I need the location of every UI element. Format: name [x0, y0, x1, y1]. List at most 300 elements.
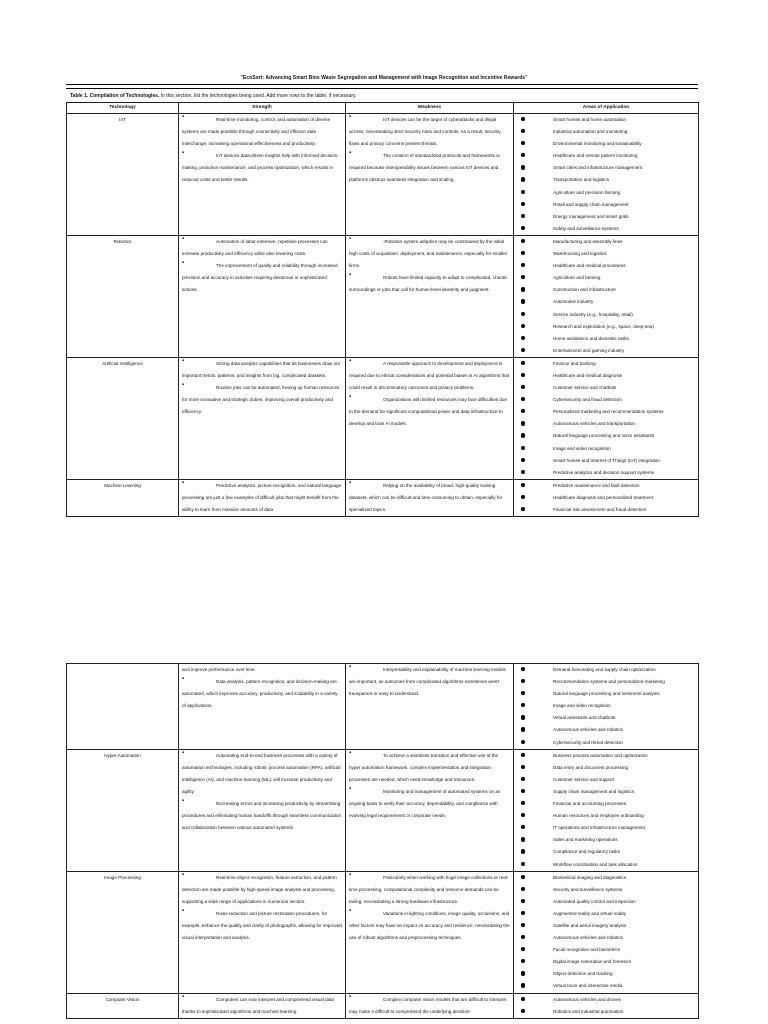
area-text: Service industry (e.g., hospitality, retail)	[553, 311, 633, 317]
bullet-mark: ▪	[182, 907, 185, 914]
weakness-paragraph	[349, 150, 510, 186]
weakness-text: Variations in lighting conditions, image quality, occlusions, and other factors may have an impact on accuracy and resilience, necessitating the use of robust algorithms and preprocessing techniques.	[349, 910, 510, 941]
weakness-text: Interpretability and explainability of machine learning models are important, as outcomes from complicated algorithms sometimes aren't transparent or easy to understand.	[349, 667, 506, 697]
bullet-dot	[521, 837, 525, 841]
table-caption-text: In this section, list the technologies being used. Add more rows to the table, if necessary.	[159, 93, 357, 99]
area-item	[517, 358, 695, 370]
weakness-cell	[346, 479, 514, 516]
area-text: Finance and banking	[553, 360, 596, 366]
bullet-dot	[521, 715, 525, 719]
technology-name: IoT	[67, 114, 179, 236]
bullet-dot	[521, 947, 525, 951]
bullet-dot	[521, 299, 525, 303]
strength-paragraph	[182, 750, 342, 798]
strength-cell	[179, 114, 346, 236]
bullet-mark: ▪	[349, 479, 352, 486]
area-item	[517, 712, 695, 724]
bullet-mark: ▪	[349, 357, 352, 364]
area-item	[517, 284, 695, 296]
bullet-mark: ▪	[182, 260, 185, 267]
weakness-paragraph	[349, 750, 510, 786]
table-row	[67, 114, 699, 236]
area-text: Smart cities and infrastructure management	[553, 165, 643, 171]
area-text: Cybersecurity and fraud detection	[553, 397, 622, 403]
area-text: Financial risk assessment and fraud detection	[553, 507, 647, 512]
area-item	[517, 1006, 695, 1018]
title-rule-top	[66, 84, 698, 85]
area-text: Agriculture and precision farming	[553, 189, 621, 195]
area-text: Predictive maintenance and fault detection	[553, 482, 640, 488]
bullet-dot	[521, 129, 525, 133]
area-text: Robotics and industrial automation	[553, 1008, 624, 1014]
area-text: Autonomous vehicles and transportation	[553, 421, 635, 427]
area-item	[517, 956, 695, 968]
strength-paragraph	[182, 150, 342, 186]
weakness-text: -Robotics system adoption may be constrained by the initial high costs of acquisition, deployment, and maintenance, especially for smaller firms.	[349, 238, 508, 269]
bullet-dot	[521, 789, 525, 793]
area-text: Biomedical imaging and diagnostics	[553, 874, 627, 880]
area-item	[517, 750, 695, 762]
areas-list	[517, 750, 695, 871]
bullet-mark: ▪	[182, 150, 185, 157]
header-areas-of-application: Areas of Application	[514, 103, 699, 114]
area-item	[517, 968, 695, 980]
technology-name: Image Processing	[67, 871, 179, 993]
area-item	[517, 688, 695, 700]
header-weakness: Weakness	[346, 103, 514, 114]
technology-name: Hyper Automation	[67, 749, 179, 871]
strength-paragraph	[182, 994, 342, 1018]
area-text: Augmented reality and virtual reality	[553, 910, 627, 916]
bullet-mark: ▪	[349, 150, 352, 157]
header-technology: Technology	[67, 103, 179, 114]
area-text: Human resources and employee onboarding	[553, 813, 644, 819]
strength-cell	[179, 664, 346, 750]
area-text: Energy management and smart grids	[553, 213, 629, 219]
area-item	[517, 908, 695, 920]
areas-cell	[514, 114, 699, 236]
area-text: Financial and accounting processes	[553, 801, 627, 807]
weakness-paragraph	[349, 664, 510, 700]
area-text: Environmental monitoring and sustainability	[553, 141, 642, 147]
table-caption-label: Table 1. Compilation of Technologies.	[70, 93, 160, 99]
strength-text: and improve performance over time.	[182, 667, 256, 672]
technology-name: Computer Vision	[67, 993, 179, 1018]
area-item	[517, 223, 695, 235]
weakness-paragraph	[349, 394, 510, 430]
area-item	[517, 138, 695, 150]
bullet-dot	[521, 495, 525, 499]
bullet-dot	[521, 849, 525, 853]
area-text: Home assistance and domestic tasks	[553, 335, 629, 341]
bullet-dot	[521, 141, 525, 145]
area-text: Object detection and tracking	[553, 971, 613, 977]
strength-text: Real-time object recognition, feature extraction, and pattern detection are made possible by high-speed image analysis and processing, supporting a wide range of applications in numerous sectors.	[182, 874, 337, 904]
technology-name: Artificial Intelligence	[67, 357, 179, 479]
area-item	[517, 822, 695, 834]
bullet-dot	[521, 190, 525, 194]
area-text: Security and surveillance systems	[553, 886, 623, 892]
area-item	[517, 700, 695, 712]
bullet-mark: ▪	[182, 114, 185, 120]
area-item	[517, 737, 695, 749]
bullet-dot	[521, 239, 525, 243]
bullet-dot	[521, 825, 525, 829]
strength-text: The improvement of quality and reliability through increased precision and accuracy in activities requiring dexterous or sophisticated actions.	[182, 263, 338, 293]
area-text: Industrial automation and monitoring	[553, 129, 628, 135]
area-item	[517, 162, 695, 174]
bullet-mark: ▪	[349, 749, 352, 756]
table-header-row	[67, 103, 699, 114]
bullet-dot	[521, 703, 525, 707]
area-text: Data entry and document processing	[553, 764, 629, 770]
strength-paragraph	[182, 872, 342, 908]
weakness-text: Relying on the availability of broad, high-quality training datasets, which can be difficult and time-consuming to obtain, especially for specialized topics.	[349, 482, 503, 512]
table-row	[67, 993, 699, 1018]
area-text: Healthcare and remote patient monitoring	[553, 153, 638, 159]
strength-paragraph	[182, 664, 342, 676]
bullet-dot	[521, 691, 525, 695]
area-text: Recommendation systems and personalized marketing	[553, 679, 665, 685]
area-item	[517, 150, 695, 162]
area-text: Workflow coordination and task allocation	[553, 861, 638, 867]
strength-text: Real-time monitoring, control, and automation of diverse systems are made possible through connectivity and efficient data interchange, increasing operational effectiveness and productivity.	[182, 117, 331, 147]
strength-text: Computers can now interpret and comprehend visual data thanks to sophisticated algorithms and machine learning	[182, 996, 334, 1014]
bullet-dot	[521, 202, 525, 206]
area-text: Warehousing and logistics	[553, 251, 607, 257]
area-item	[517, 455, 695, 467]
weakness-cell	[346, 871, 514, 993]
area-text: Research and exploration (e.g., space, deep-sea)	[553, 323, 654, 329]
strength-paragraph	[182, 358, 342, 382]
area-text: Agriculture and farming	[553, 275, 601, 281]
area-item	[517, 994, 695, 1006]
area-item	[517, 199, 695, 211]
strength-cell	[179, 479, 346, 516]
area-text: Automated quality control and inspection	[553, 898, 636, 904]
area-item	[517, 260, 695, 272]
strength-cell	[179, 749, 346, 871]
technology-table-page-2	[66, 663, 699, 1019]
strength-cell	[179, 235, 346, 357]
area-text: Autonomous vehicles and drones	[553, 996, 621, 1002]
bullet-dot	[521, 899, 525, 903]
bullet-dot	[521, 153, 525, 157]
area-text: Predictive analytics and decision support systems	[553, 469, 655, 475]
weakness-cell	[346, 749, 514, 871]
bullet-dot	[521, 483, 525, 487]
weakness-cell	[346, 114, 514, 236]
bullet-mark: ▪	[349, 272, 352, 279]
document-page-2	[0, 560, 768, 1024]
weakness-paragraph	[349, 272, 510, 296]
bullet-mark: ▪	[182, 798, 185, 805]
bullet-dot	[521, 324, 525, 328]
bullet-dot	[521, 971, 525, 975]
area-text: Facial recognition and biometrics	[553, 947, 621, 953]
weakness-paragraph	[349, 358, 510, 394]
area-item	[517, 114, 695, 126]
bullet-mark: ▪	[182, 382, 185, 389]
area-text: Business process automation and optimization	[553, 752, 648, 758]
area-text: Natural language processing and sentiment analysis	[553, 691, 660, 697]
bullet-dot	[521, 409, 525, 413]
area-text: Healthcare and medical procedures	[553, 263, 626, 269]
strength-text: IoT devices data-driven insights help with informed decision-making, proactive maintenance, and process optimization, which results in reduced costs and better results.	[182, 153, 339, 183]
areas-cell	[514, 664, 699, 750]
area-item	[517, 859, 695, 871]
area-item	[517, 762, 695, 774]
area-item	[517, 920, 695, 932]
bullet-dot	[521, 679, 525, 683]
area-text: Cybersecurity and threat detection	[553, 739, 623, 745]
bullet-mark: ▪	[349, 664, 352, 670]
table-caption	[70, 93, 357, 99]
weakness-text: A responsible approach to development and deployment is required due to ethical considerations and potential biases in AI algorithms that could result in discriminatory outcomes and privacy problems.	[349, 360, 510, 391]
table-row	[67, 357, 699, 479]
area-item	[517, 834, 695, 846]
area-item	[517, 492, 695, 504]
bullet-dot	[521, 421, 525, 425]
bullet-mark: ▪	[182, 479, 185, 486]
weakness-paragraph	[349, 114, 510, 150]
weakness-cell	[346, 357, 514, 479]
bullet-dot	[521, 446, 525, 450]
document-title: "EcoSort: Advancing Smart Bins Waste Segregation and Management with Image Recognition and Incentive Rewards"	[240, 75, 528, 81]
bullet-mark: ▪	[182, 235, 185, 242]
strength-text: Routine jobs can be automated, freeing up human resources for more innovative and strategic duties, improving overall productivity and efficiency.	[182, 385, 340, 415]
bullet-dot	[521, 801, 525, 805]
area-item	[517, 187, 695, 199]
bullet-mark: ▪	[349, 235, 352, 242]
bullet-dot	[521, 777, 525, 781]
area-item	[517, 932, 695, 944]
area-text: Healthcare diagnosis and personalized treatment	[553, 494, 653, 500]
bullet-dot	[521, 935, 525, 939]
bullet-dot	[521, 275, 525, 279]
area-item	[517, 480, 695, 492]
area-text: Natural language processing and voice assistants	[553, 433, 655, 439]
strength-paragraph	[182, 798, 342, 834]
weakness-text: Particularly when working with huge image collections or real-time processing, computational complexity and resource demands can be taxing, necessitating a strong hardware infrastructure.	[349, 874, 509, 904]
area-text: Safety and surveillance systems	[553, 225, 619, 231]
technology-table-page-1	[66, 102, 699, 517]
area-item	[517, 676, 695, 688]
area-item	[517, 896, 695, 908]
bullet-mark: ▪	[182, 749, 185, 756]
area-text: Digital image restoration and forensics	[553, 959, 632, 965]
table-row	[67, 235, 699, 357]
area-item	[517, 345, 695, 357]
area-text: Automotive industry	[553, 299, 594, 305]
areas-cell	[514, 749, 699, 871]
bullet-dot	[521, 740, 525, 744]
bullet-dot	[521, 727, 525, 731]
bullet-dot	[521, 287, 525, 291]
area-item	[517, 272, 695, 284]
areas-cell	[514, 479, 699, 516]
bullet-dot	[521, 397, 525, 401]
strength-text: Predictive analytics, picture recognition, and natural language processing are just a few examples of difficult jobs that might benefit from the ability to learn from massive amounts of data	[182, 482, 342, 512]
area-item	[517, 406, 695, 418]
weakness-paragraph	[349, 908, 510, 944]
area-text: Manufacturing and assembly lines	[553, 238, 623, 244]
areas-cell	[514, 993, 699, 1018]
weakness-paragraph	[349, 994, 510, 1018]
area-text: Healthcare and medical diagnosis	[553, 372, 622, 378]
table-row	[67, 479, 699, 516]
strength-text: Strong data analysis capabilities that let businesses draw out important trends, patterns, and insights from big, complicated datasets.	[182, 360, 340, 378]
strength-paragraph	[182, 676, 342, 712]
bullet-mark: ▪	[349, 394, 352, 401]
area-item	[517, 321, 695, 333]
bullet-mark: ▪	[182, 357, 185, 364]
bullet-dot	[521, 959, 525, 963]
weakness-paragraph	[349, 236, 510, 272]
area-text: Sales and marketing operations	[553, 837, 618, 843]
area-text: Virtual assistants and chatbots	[553, 715, 616, 721]
weakness-text: Monitoring and management of automated systems on an ongoing basis to verify their accuracy, dependability, and compliance with evolving legal requirements or corporate needs.	[349, 788, 501, 819]
area-item	[517, 810, 695, 822]
bullet-dot	[521, 361, 525, 365]
title-rule-bottom	[66, 88, 698, 89]
area-item	[517, 382, 695, 394]
area-text: Compliance and regulatory tasks	[553, 849, 620, 855]
area-item	[517, 786, 695, 798]
bullet-dot	[521, 470, 525, 474]
weakness-paragraph	[349, 480, 510, 516]
bullet-dot	[521, 263, 525, 267]
bullet-dot	[521, 813, 525, 817]
area-item	[517, 174, 695, 186]
area-text: Autonomous vehicles and robotics	[553, 935, 623, 941]
area-item	[517, 467, 695, 479]
strength-paragraph	[182, 236, 342, 260]
technology-name: Robotics	[67, 235, 179, 357]
areas-cell	[514, 357, 699, 479]
weakness-paragraph	[349, 786, 510, 822]
bullet-dot	[521, 887, 525, 891]
strength-text: Data analysis, pattern recognition, and decision-making are automated, which improves accuracy, productivity, and scalability in a variety of applications.	[182, 679, 338, 709]
strength-text: Decreasing errors and increasing productivity by streamlining procedures and eliminating human handoffs through seamless communication and collaboration between various automated systems.	[182, 801, 342, 831]
areas-list	[517, 236, 695, 357]
area-text: Demand forecasting and supply chain optimization	[553, 667, 656, 672]
area-item	[517, 126, 695, 138]
weakness-cell	[346, 993, 514, 1018]
areas-list	[517, 114, 695, 235]
areas-list	[517, 358, 695, 479]
weakness-text: Organizations with limited resources may face difficulties due to the demand for significant computational power and data infrastructure to develop and train AI models.	[349, 397, 508, 427]
area-item	[517, 394, 695, 406]
area-item	[517, 248, 695, 260]
area-text: Virtual tours and interactive media	[553, 983, 623, 989]
area-item	[517, 309, 695, 321]
area-item	[517, 236, 695, 248]
bullet-dot	[521, 226, 525, 230]
areas-list	[517, 994, 695, 1018]
areas-list	[517, 480, 695, 516]
strength-cell	[179, 871, 346, 993]
area-text: Autonomous vehicles and robotics	[553, 727, 623, 733]
bullet-mark: ▪	[349, 114, 352, 120]
area-text: Construction and infrastructure	[553, 287, 616, 293]
weakness-cell	[346, 664, 514, 750]
area-text: Personalized marketing and recommendation systems	[553, 409, 664, 415]
weakness-text: Complex computer vision models that are difficult to interpret may make it difficult to comprehend the underlying decision-	[349, 996, 507, 1014]
bullet-mark: ▪	[182, 993, 185, 1000]
area-text: Smart homes and home automation	[553, 117, 627, 122]
area-item	[517, 846, 695, 858]
technology-name	[67, 664, 179, 750]
bullet-dot	[521, 1009, 525, 1013]
technology-name: Machine Learning	[67, 479, 179, 516]
bullet-dot	[521, 983, 525, 987]
bullet-mark: ▪	[349, 907, 352, 914]
strength-cell	[179, 993, 346, 1018]
area-item	[517, 296, 695, 308]
strength-paragraph	[182, 908, 342, 944]
bullet-dot	[521, 336, 525, 340]
weakness-cell	[346, 235, 514, 357]
area-item	[517, 884, 695, 896]
area-text: Customer service and support	[553, 776, 615, 782]
bullet-dot	[521, 433, 525, 437]
bullet-dot	[521, 458, 525, 462]
table-row	[67, 871, 699, 993]
strength-paragraph	[182, 260, 342, 296]
bullet-mark: ▪	[349, 871, 352, 878]
area-item	[517, 724, 695, 736]
weakness-text: Robots have limited capacity to adapt to complicated, chaotic surroundings or jobs that call for human-level dexterity and judgment.	[349, 275, 508, 293]
area-text: Customer service and chatbots	[553, 385, 617, 391]
areas-cell	[514, 871, 699, 993]
area-text: Satellite and aerial imagery analysis	[553, 922, 627, 928]
area-item	[517, 664, 695, 676]
area-text: Entertainment and gaming industry	[553, 347, 625, 353]
bullet-mark: ▪	[182, 871, 185, 878]
area-text: Smart homes and Internet of Things (IoT) integration	[553, 457, 660, 463]
strength-text: Automation of labor-intensive, repetitive processes can increase productivity and efficiency while also lowering costs.	[182, 238, 328, 257]
area-item	[517, 872, 695, 884]
table-row	[67, 664, 699, 750]
area-item	[517, 443, 695, 455]
area-item	[517, 980, 695, 992]
bullet-dot	[521, 117, 525, 121]
bullet-dot	[521, 312, 525, 316]
bullet-mark: ▪	[182, 676, 185, 683]
bullet-dot	[521, 165, 525, 169]
strength-cell	[179, 357, 346, 479]
bullet-dot	[521, 997, 525, 1001]
header-strength: Strength	[179, 103, 346, 114]
bullet-dot	[521, 923, 525, 927]
area-item	[517, 333, 695, 345]
area-item	[517, 430, 695, 442]
area-item	[517, 944, 695, 956]
bullet-mark: ▪	[349, 785, 352, 792]
area-item	[517, 370, 695, 382]
area-item	[517, 504, 695, 516]
bullet-dot	[521, 875, 525, 879]
bullet-mark: ▪	[349, 993, 352, 1000]
area-item	[517, 418, 695, 430]
weakness-text: The creation of standardized protocols and frameworks is required because interoperability issues between various IoT devices and platforms obstruct seamless integration and scaling.	[349, 153, 500, 183]
area-item	[517, 798, 695, 810]
area-text: Transportation and logistics	[553, 177, 610, 183]
area-text: Image and video recognition	[553, 703, 611, 709]
areas-list	[517, 872, 695, 993]
bullet-dot	[521, 862, 525, 866]
